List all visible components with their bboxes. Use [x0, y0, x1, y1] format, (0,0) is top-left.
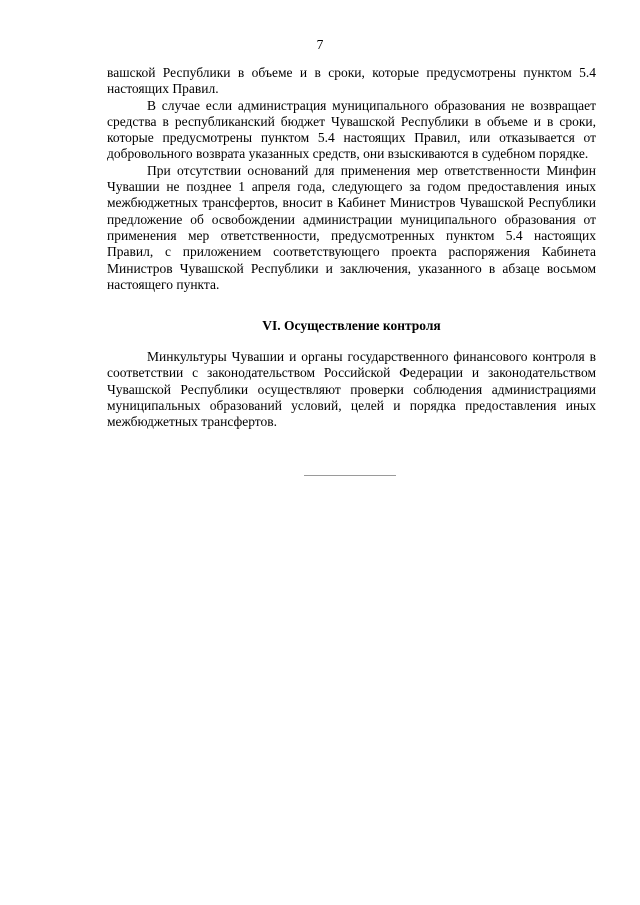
- paragraph-refund-enforcement: В случае если администрация муниципального образования не возвращает средства в республиканский бюджет Чувашской Республики в объеме и в сроки, которые предусмотрены пунктом 5.4 настоящих Правил, или отказывается от добровольного возврата указанных средств, они взыскиваются в судебном порядке.: [107, 97, 596, 162]
- end-divider: [304, 475, 396, 476]
- paragraph-control: Минкультуры Чувашии и органы государственного финансового контроля в соответствии с законодательством Российской Федерации и законодательством Чувашской Республики осуществляют проверки соблюдения администрациями муниципальных образований условий, целей и порядка предоставления иных межбюджетных трансфертов.: [107, 349, 596, 430]
- paragraph-continuation: вашской Республики в объеме и в сроки, которые предусмотрены пунктом 5.4 настоящих Правил.: [107, 65, 596, 97]
- body-text: [107, 65, 596, 293]
- section-heading: VI. Осуществление контроля: [262, 318, 441, 333]
- paragraph-exemption-proposal: При отсутствии оснований для применения мер ответственности Минфин Чувашии не позднее 1 апреля года, следующего за годом предоставления иных межбюджетных трансфертов, вносит в Кабинет Министров Чувашской Республики предложение об освобождении администрации муниципального образования от применения мер ответственности, предусмотренных пунктом 5.4 настоящих Правил, с приложением соответствующего проекта распоряжения Кабинета Министров Чувашской Республики и заключения, указанного в абзаце восьмом настоящего пункта.: [107, 162, 596, 292]
- section-body: [107, 349, 596, 430]
- page-number: 7: [316, 37, 324, 52]
